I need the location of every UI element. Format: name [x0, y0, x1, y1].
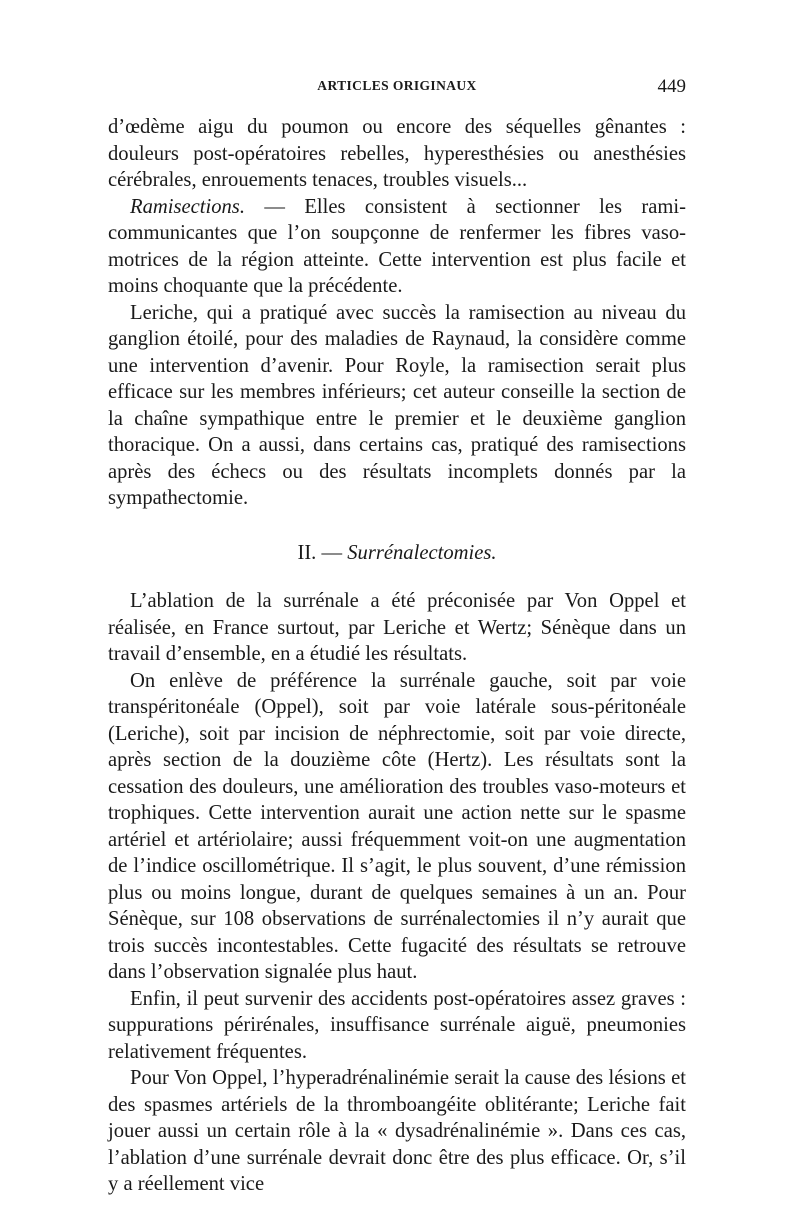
section-heading [108, 540, 686, 567]
body-text [108, 114, 686, 1198]
paragraph-accidents: Enfin, il peut survenir des accidents post-opératoires assez graves : suppurations périrénales, insuffisance surrénale aiguë, pneumonies relativement fréquentes. [108, 987, 686, 1063]
section-title: Surrénalectomies. [347, 541, 497, 564]
page-number: 449 [657, 76, 686, 97]
section-number: II. — [297, 541, 348, 564]
ramisections-lead: Ramisections. [130, 195, 245, 218]
paragraph-von-oppel: Pour Von Oppel, l’hyperadrénalinémie serait la cause des lésions et des spasmes artériels de la thromboangéite oblitérante; Leriche fait jouer aussi un certain rôle à la « dysadrénalinémie ». Dans ces cas, l’ablation d’une surrénale devrait donc être des plus efficace. Or, s’il y a réellement vice [108, 1067, 686, 1195]
running-head [108, 76, 686, 100]
paragraph-1: d’œdème aigu du poumon ou encore des séquelles gênantes : douleurs post-opératoires rebelles, hyperesthésies ou anesthésies cérébrales, enrouements tenaces, troubles visuels... [108, 116, 686, 191]
paragraph-leriche: Leriche, qui a pratiqué avec succès la ramisection au niveau du ganglion étoilé, pour des maladies de Raynaud, la considère comme une intervention d’avenir. Pour Royle, la ramisection serait plus efficace sur les membres inférieurs; cet auteur conseille la section de la chaîne sympathique entre le premier et le deuxième ganglion thoracique. On a aussi, dans certains cas, pratiqué des ramisections après des échecs ou des résultats incomplets donnés par la sympathectomie. [108, 301, 686, 509]
ramisections-text: — Elles consistent à sectionner les rami-communicantes que l’on soupçonne de renfermer les fibres vaso-motrices de la région atteinte. Cette intervention est plus facile et moins choquante que la précédente. [108, 195, 686, 297]
running-title: ARTICLES ORIGINAUX [317, 78, 477, 93]
paragraph-technique: On enlève de préférence la surrénale gauche, soit par voie transpéritonéale (Oppel), soit par voie latérale sous-péritonéale (Leriche), soit par incision de néphrectomie, soit par voie directe, après section de la douzième côte (Hertz). Les résultats sont la cessation des douleurs, une amélioration des troubles vaso-moteurs et trophiques. Cette intervention aurait une action nette sur le spasme artériel et artériolaire; aussi fréquemment voit-on une augmentation de l’indice oscillométrique. Il s’agit, le plus souvent, d’une rémission plus ou moins longue, durant de quelques semaines à un an. Pour Sénèque, sur 108 observations de surrénalectomies il n’y aurait que trois succès incontestables. Cette fugacité des résultats se retrouve dans l’observation signalée plus haut. [108, 669, 686, 983]
paragraph-ramisections [108, 194, 686, 300]
paragraph-ablation: L’ablation de la surrénale a été préconisée par Von Oppel et réalisée, en France surtout, par Leriche et Wertz; Sénèque dans un travail d’ensemble, en a étudié les résultats. [108, 590, 686, 665]
